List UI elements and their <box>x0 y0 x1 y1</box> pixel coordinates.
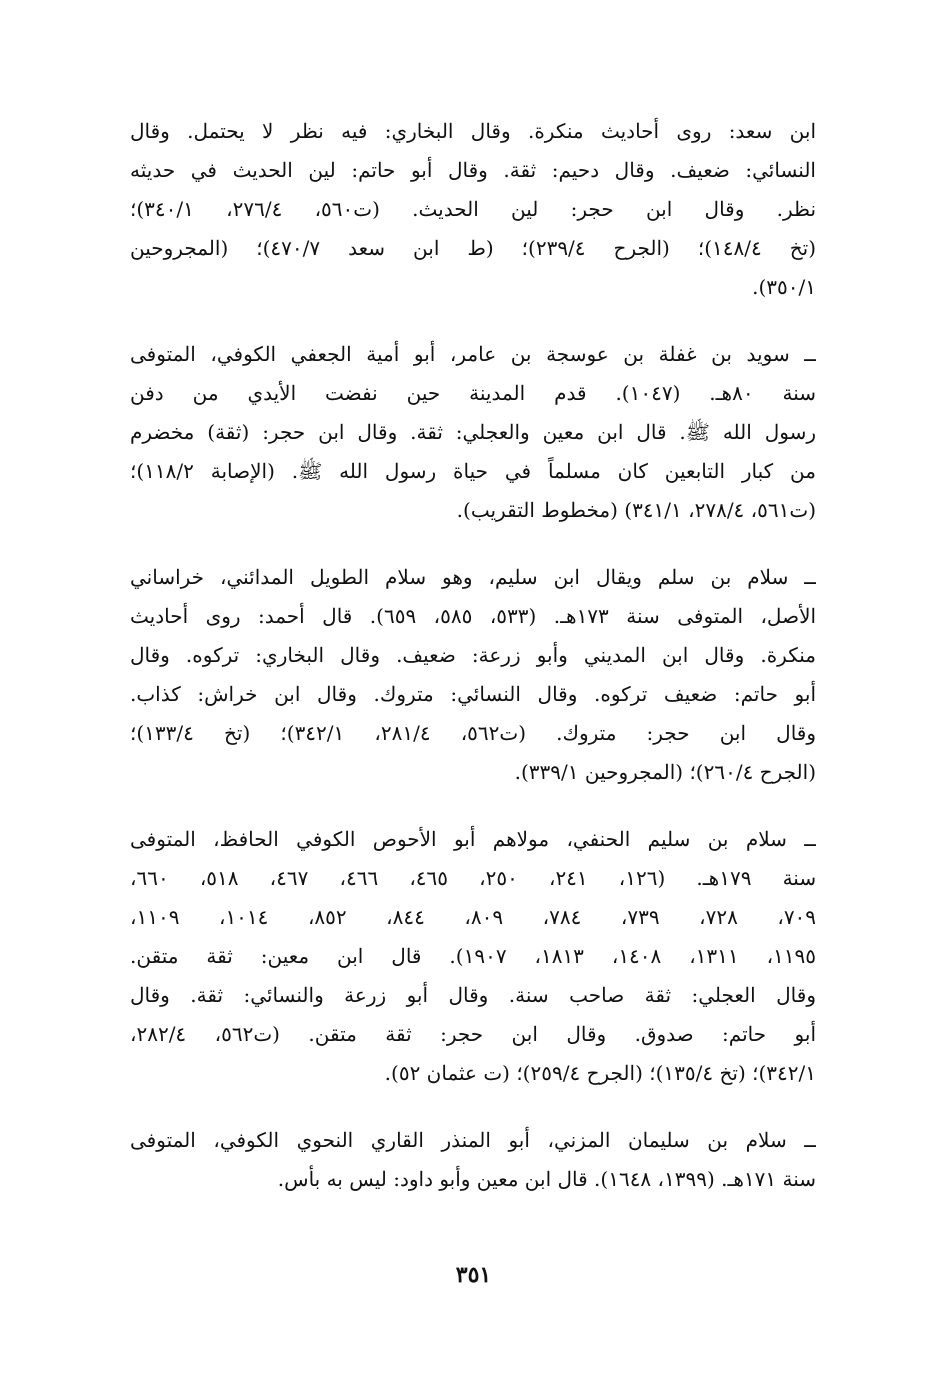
text-line: ٣٤٢/١)؛ (تخ ١٣٥/٤)؛ (الجرح ٢٥٩/٤)؛ (ت عثمان ٥٢). <box>384 1061 816 1085</box>
entry-suwayd-bin-ghafala <box>130 335 816 530</box>
entry-sallam-bin-salm <box>130 558 816 792</box>
text-line: سنة ١٧٩هـ. (١٢٦، ٢٤١، ٢٥٠، ٤٦٥، ٤٦٦، ٤٦٧، ٥١٨، ٦٦٠، <box>130 866 816 890</box>
entry-continuation <box>130 112 816 307</box>
text-line: (ت٥٦١، ٢٧٨/٤، ٣٤١/١) (مخطوط التقريب). <box>456 498 816 522</box>
main-text <box>130 112 816 1227</box>
text-line: ٣٥٠/١). <box>752 275 816 299</box>
text-line: ابن سعد: روى أحاديث منكرة. وقال البخاري: فيه نظر لا يحتمل. وقال <box>130 119 816 143</box>
text-line: ٧٠٩، ٧٢٨، ٧٣٩، ٧٨٤، ٨٠٩، ٨٤٤، ٨٥٢، ١٠١٤، ١١٠٩، <box>130 905 816 929</box>
text-line: ١١٩٥، ١٣١١، ١٤٠٨، ١٨١٣، ١٩٠٧). قال ابن معين: ثقة متقن. <box>130 944 816 968</box>
text-line: سنة ٨٠هـ. (١٠٤٧). قدم المدينة حين نفضت الأيدي من دفن <box>130 381 816 405</box>
text-line: رسول الله ﷺ. قال ابن معين والعجلي: ثقة. وقال ابن حجر: (ثقة) مخضرم <box>130 420 816 444</box>
text-line: من كبار التابعين كان مسلماً في حياة رسول الله ﷺ. (الإصابة ١١٨/٢)؛ <box>130 459 816 483</box>
text-line: (الجرح ٢٦٠/٤)؛ (المجروحين ٣٣٩/١). <box>514 760 816 784</box>
text-line: الأصل، المتوفى سنة ١٧٣هـ. (٥٣٣، ٥٨٥، ٦٥٩). قال أحمد: روى أحاديث <box>130 604 816 628</box>
entry-sallam-bin-sulaym-al-hanafi <box>130 820 816 1093</box>
text-line: ــ سويد بن غفلة بن عوسجة بن عامر، أبو أمية الجعفي الكوفي، المتوفى <box>130 342 816 366</box>
text-line: ــ سلام بن سلم ويقال ابن سليم، وهو سلام الطويل المدائني، خراساني <box>130 565 816 589</box>
text-line: وقال ابن حجر: متروك. (ت٥٦٢، ٢٨١/٤، ٣٤٢/١)؛ (تخ ١٣٣/٤)؛ <box>130 721 816 745</box>
text-line: نظر. وقال ابن حجر: لين الحديث. (ت٥٦٠، ٢٧٦/٤، ٣٤٠/١)؛ <box>130 197 816 221</box>
text-line: النسائي: ضعيف. وقال دحيم: ثقة. وقال أبو حاتم: لين الحديث في حديثه <box>130 158 816 182</box>
text-line: منكرة. وقال ابن المديني وأبو زرعة: ضعيف. وقال البخاري: تركوه. وقال <box>130 643 816 667</box>
text-line: أبو حاتم: صدوق. وقال ابن حجر: ثقة متقن. (ت٥٦٢، ٢٨٢/٤، <box>130 1022 816 1046</box>
text-line: ــ سلام بن سليمان المزني، أبو المنذر القاري النحوي الكوفي، المتوفى <box>130 1128 816 1152</box>
text-line: ــ سلام بن سليم الحنفي، مولاهم أبو الأحوص الكوفي الحافظ، المتوفى <box>130 827 816 851</box>
text-line: سنة ١٧١هـ. (١٣٩٩، ١٦٤٨). قال ابن معين وأبو داود: ليس به بأس. <box>277 1167 816 1191</box>
entry-sallam-bin-sulayman-al-muzani <box>130 1121 816 1199</box>
text-line: أبو حاتم: ضعيف تركوه. وقال النسائي: متروك. وقال ابن خراش: كذاب. <box>130 682 816 706</box>
text-line: (تخ ١٤٨/٤)؛ (الجرح ٢٣٩/٤)؛ (ط ابن سعد ٤٧٠/٧)؛ (المجروحين <box>130 236 816 260</box>
text-line: وقال العجلي: ثقة صاحب سنة. وقال أبو زرعة والنسائي: ثقة. وقال <box>130 983 816 1007</box>
page-number: ٣٥١ <box>455 1262 492 1288</box>
